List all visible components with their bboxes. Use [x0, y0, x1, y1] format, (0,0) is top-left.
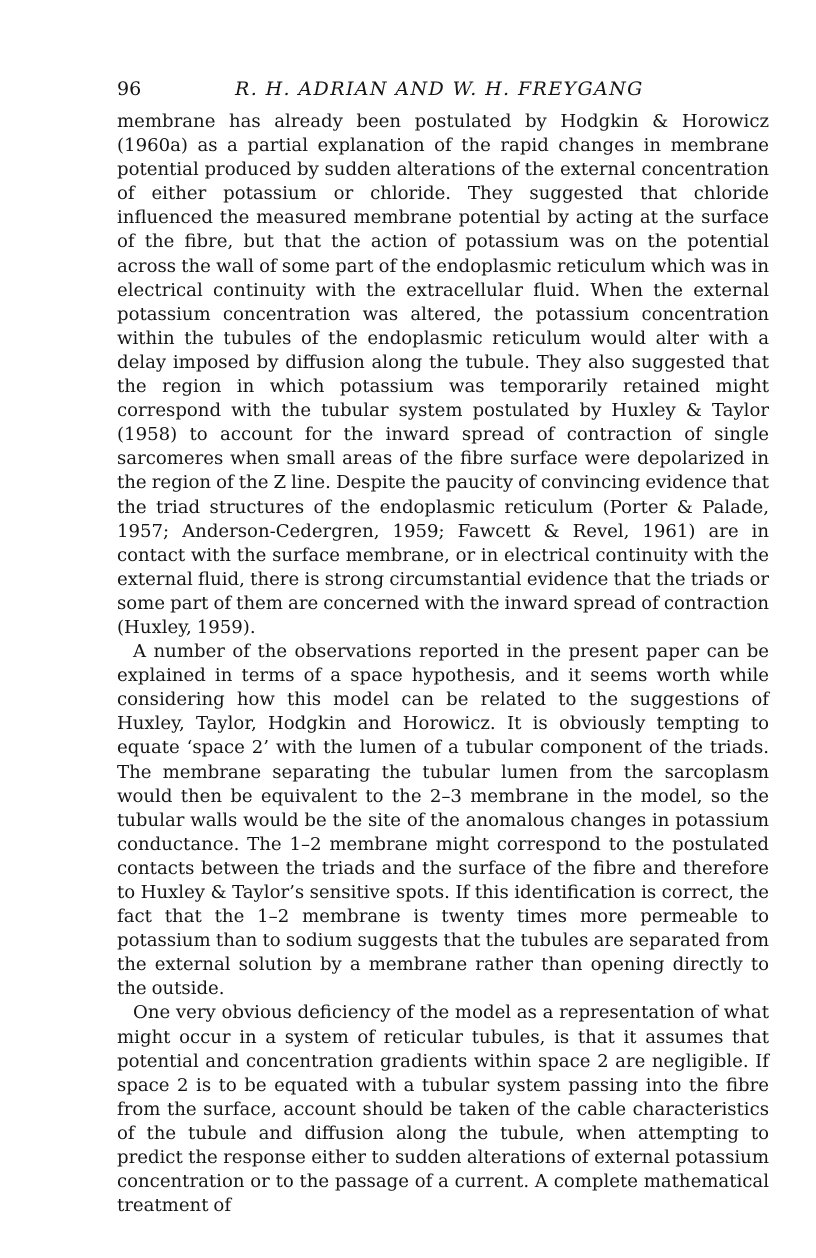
body-text	[117, 110, 769, 1218]
running-head-authors: R. H. ADRIAN AND W. H. FREYGANG	[235, 78, 644, 100]
page-number: 96	[117, 78, 142, 100]
paragraph-3: One very obvious deficiency of the model as a representation of what might occur in a system of reticular tubules, is that it assumes that potential and concentration gradients within space 2 are negligible. If space 2 is to be equated with a tubular system passing into the fibre from the surface, account should be taken of the cable characteristics of the tubule and diffusion along the tubule, when attempting to predict the response either to sudden alterations of external potassium concentration or to the passage of a current. A complete mathematical treatment of	[117, 1002, 769, 1217]
paragraph-1: membrane has already been postulated by Hodgkin & Horowicz (1960a) as a partial explanation of the rapid changes in membrane potential produced by sudden alterations of the external concentration of either potassium or chloride. They suggested that chloride influenced the measured membrane potential by acting at the surface of the fibre, but that the action of potassium was on the potential across the wall of some part of the endoplasmic reticulum which was in electrical continuity with the extracellular fluid. When the external potassium concentration was altered, the potassium concentration within the tubules of the endoplasmic reticulum would alter with a delay imposed by diffusion along the tubule. They also suggested that the region in which potassium was temporarily retained might correspond with the tubular system postulated by Huxley & Taylor (1958) to account for the inward spread of contraction of single sarcomeres when small areas of the fibre surface were depolarized in the region of the Z line. Despite the paucity of convincing evidence that the triad structures of the endoplasmic reticulum (Porter & Palade, 1957; Anderson-Cedergren, 1959; Fawcett & Revel, 1961) are in contact with the surface membrane, or in electrical continuity with the external fluid, there is strong circumstantial evidence that the triads or some part of them are concerned with the inward spread of contraction (Huxley, 1959).	[117, 111, 769, 638]
running-head	[117, 74, 769, 104]
paragraph-2: A number of the observations reported in the present paper can be explained in terms of a space hypothesis, and it seems worth while considering how this model can be related to the suggestions of Huxley, Taylor, Hodgkin and Horowicz. It is obviously tempting to equate ‘space 2’ with the lumen of a tubular component of the triads. The membrane separating the tubular lumen from the sarcoplasm would then be equivalent to the 2–3 membrane in the model, so the tubular walls would be the site of the anomalous changes in potassium conductance. The 1–2 membrane might correspond to the postulated contacts between the triads and the surface of the fibre and therefore to Huxley & Taylor’s sensitive spots. If this identification is correct, the fact that the 1–2 membrane is twenty times more permeable to potassium than to sodium suggests that the tubules are separated from the external solution by a membrane rather than opening directly to the outside.	[117, 641, 769, 1000]
journal-page	[117, 74, 769, 1218]
